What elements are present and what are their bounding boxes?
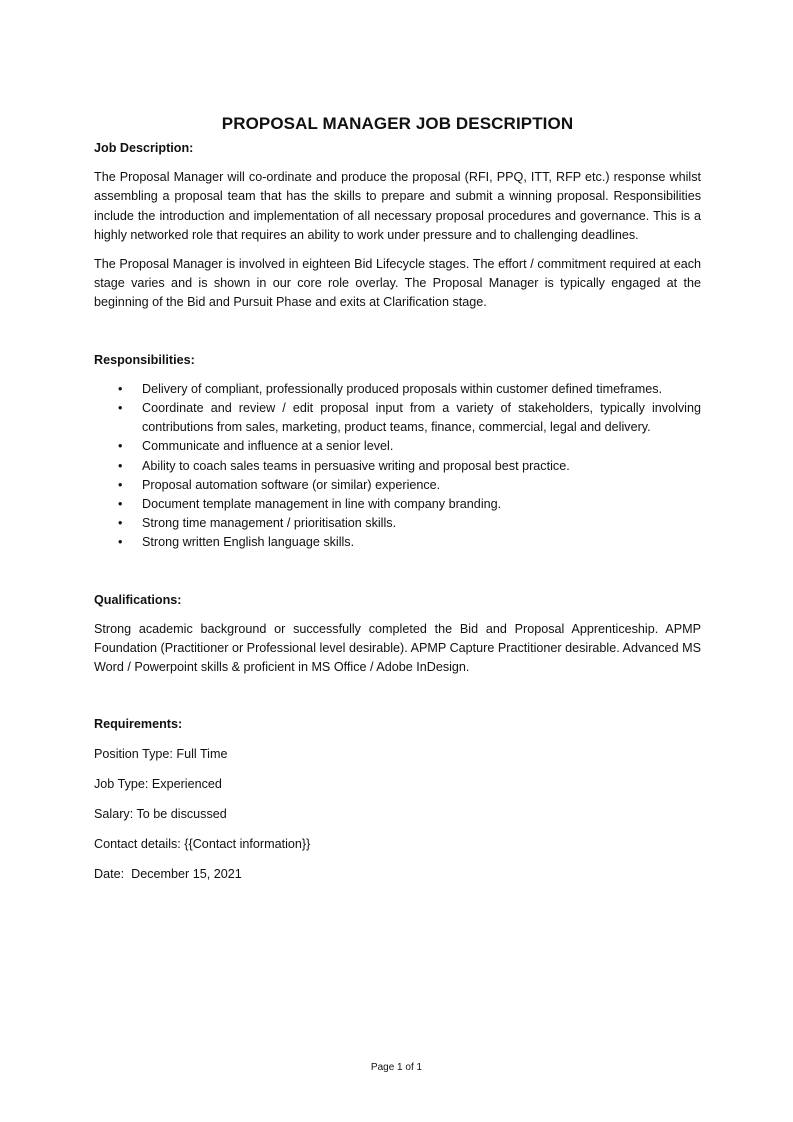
bullet-icon: •: [118, 439, 123, 454]
qualifications-heading: Qualifications:: [94, 592, 182, 607]
list-item-text: Delivery of compliant, professionally produced proposals within customer defined timeframes.: [142, 381, 663, 396]
bullet-icon: •: [118, 477, 123, 492]
list-item: [94, 476, 701, 495]
bullet-icon: •: [118, 497, 123, 512]
responsibilities-list: [94, 380, 701, 553]
bullet-icon: •: [118, 535, 123, 550]
list-item: [94, 457, 701, 476]
section-spacer: [94, 687, 701, 715]
job-type-line: Job Type: Experienced: [94, 776, 222, 791]
requirements-heading: Requirements:: [94, 717, 183, 732]
section-spacer: [94, 323, 701, 351]
list-item: [94, 495, 701, 514]
date-line: Date: December 15, 2021: [94, 866, 242, 881]
bullet-icon: •: [118, 401, 123, 416]
list-item: [94, 533, 701, 552]
list-item-text: Communicate and influence at a senior level.: [142, 439, 394, 454]
salary-line: Salary: To be discussed: [94, 806, 227, 821]
list-item: [94, 437, 701, 456]
document-title: PROPOSAL MANAGER JOB DESCRIPTION: [221, 114, 574, 133]
position-type-line: Position Type: Full Time: [94, 746, 228, 761]
list-item-text: Strong written English language skills.: [142, 535, 355, 550]
job-description-heading: Job Description:: [94, 141, 194, 155]
list-item-text: Document template management in line with company branding.: [142, 497, 502, 512]
bullet-icon: •: [118, 458, 123, 473]
responsibilities-heading: Responsibilities:: [94, 352, 195, 367]
list-item-text: Coordinate and review / edit proposal input from a variety of stakeholders, typically involving contributions from sales, marketing, product teams, finance, commercial, legal and delivery.: [142, 401, 701, 435]
list-item: [94, 399, 701, 437]
job-description-paragraph: The Proposal Manager will co-ordinate and produce the proposal (RFI, PPQ, ITT, RFP etc.) response whilst assembling a proposal team that has the skills to prepare and submit a winning proposal. Responsibilities include the introduction and implementation of all necessary proposal procedures and governance. This is a highly networked role that requires an ability to work under pressure and to challenging deadlines.: [94, 170, 701, 242]
document-body: [94, 113, 701, 895]
job-description-paragraph: The Proposal Manager is involved in eighteen Bid Lifecycle stages. The effort / commitment required at each stage varies and is shown in our core role overlay. The Proposal Manager is typically engaged at the beginning of the Bid and Pursuit Phase and exits at Clarification stage.: [94, 257, 701, 310]
bullet-icon: •: [118, 381, 123, 396]
list-item-text: Strong time management / prioritisation skills.: [142, 516, 397, 531]
list-item: [94, 380, 701, 399]
page-footer: Page 1 of 1: [370, 1062, 423, 1073]
list-item-text: Proposal automation software (or similar) experience.: [142, 477, 441, 492]
contact-details-line: Contact details: {{Contact information}}: [94, 836, 311, 851]
list-item: [94, 514, 701, 533]
qualifications-paragraph: Strong academic background or successfully completed the Bid and Proposal Apprenticeship. APMP Foundation (Practitioner or Professional level desirable). APMP Capture Practitioner desirable. Advanced MS Word / Powerpoint skills & proficient in MS Office / Adobe InDesign.: [94, 621, 701, 675]
bullet-icon: •: [118, 516, 123, 531]
list-item-text: Ability to coach sales teams in persuasive writing and proposal best practice.: [142, 458, 570, 473]
section-spacer: [94, 563, 701, 591]
